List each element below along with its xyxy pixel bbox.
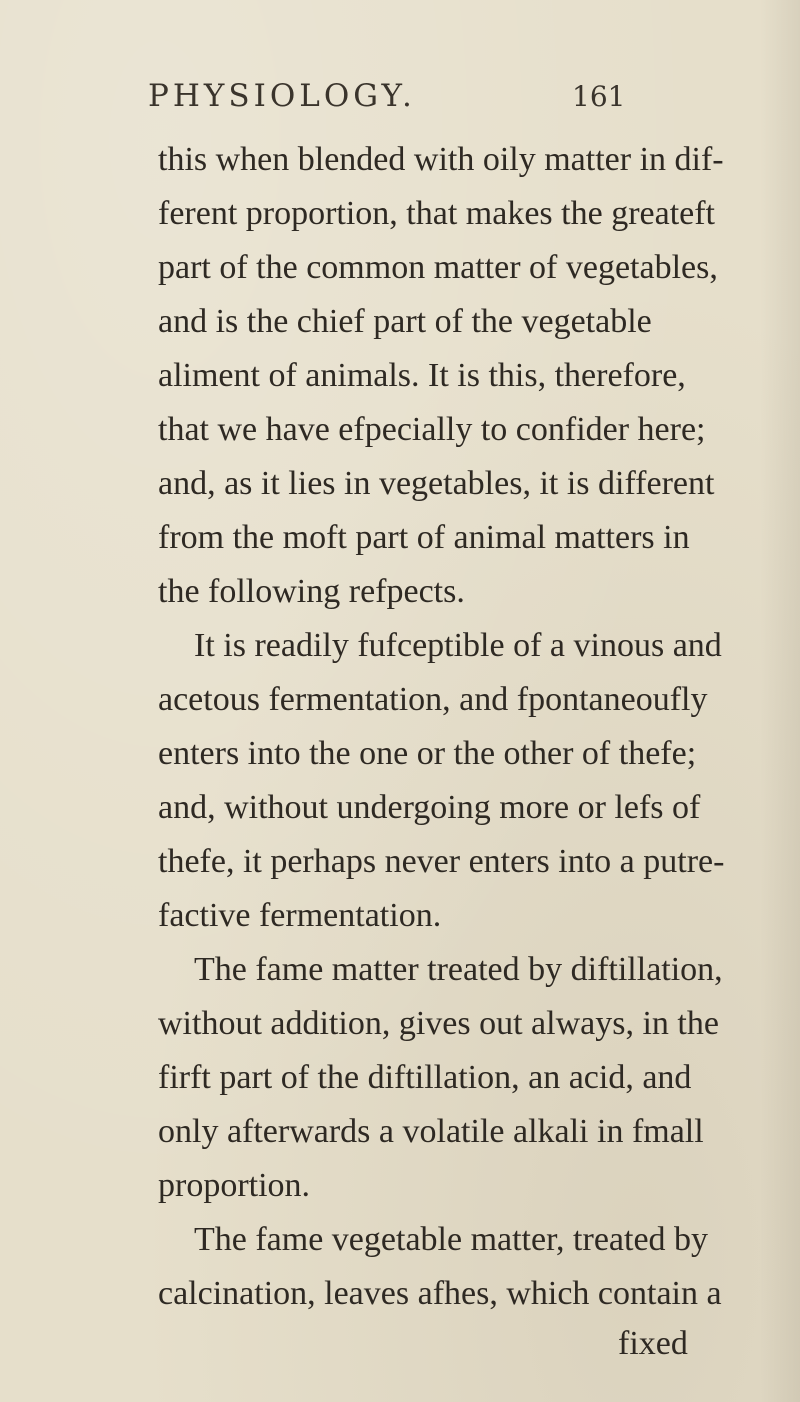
text-line: enters into the one or the other of thefe; — [158, 735, 697, 772]
page-edge-shadow — [760, 0, 800, 1402]
running-head — [148, 78, 648, 122]
text-line: aliment of animals. It is this, therefore, — [158, 357, 686, 394]
text-line: thefe, it perhaps never enters into a putre- — [158, 843, 725, 880]
text-line: ferent proportion, that makes the greateft — [158, 195, 715, 232]
text-line: part of the common matter of vegetables, — [158, 249, 718, 286]
text-line: this when blended with oily matter in dif- — [158, 141, 724, 178]
text-line: the following refpects. — [158, 573, 465, 610]
text-line: factive fermentation. — [158, 897, 442, 934]
text-line: and, as it lies in vegetables, it is different — [158, 465, 715, 502]
running-title: PHYSIOLOGY. — [148, 78, 416, 114]
paragraph-start-line: The fame matter treated by diftillation, — [194, 951, 723, 988]
text-line: acetous fermentation, and fpontaneoufly — [158, 681, 708, 718]
text-line: without addition, gives out always, in the — [158, 1005, 719, 1042]
text-line: from the moft part of animal matters in — [158, 519, 690, 556]
text-line: and is the chief part of the vegetable — [158, 303, 652, 340]
page-number: 161 — [572, 80, 626, 113]
paragraph-start-line: It is readily fufceptible of a vinous and — [194, 627, 722, 664]
catchword: fixed — [618, 1325, 688, 1362]
text-line: and, without undergoing more or lefs of — [158, 789, 701, 826]
text-line: only afterwards a volatile alkali in fmall — [158, 1113, 704, 1150]
text-line: calcination, leaves afhes, which contain a — [158, 1275, 722, 1312]
paragraph-start-line: The fame vegetable matter, treated by — [194, 1221, 709, 1258]
text-line: proportion. — [158, 1167, 311, 1204]
text-line: firft part of the diftillation, an acid, and — [158, 1059, 692, 1096]
text-line: that we have efpecially to confider here; — [158, 411, 706, 448]
